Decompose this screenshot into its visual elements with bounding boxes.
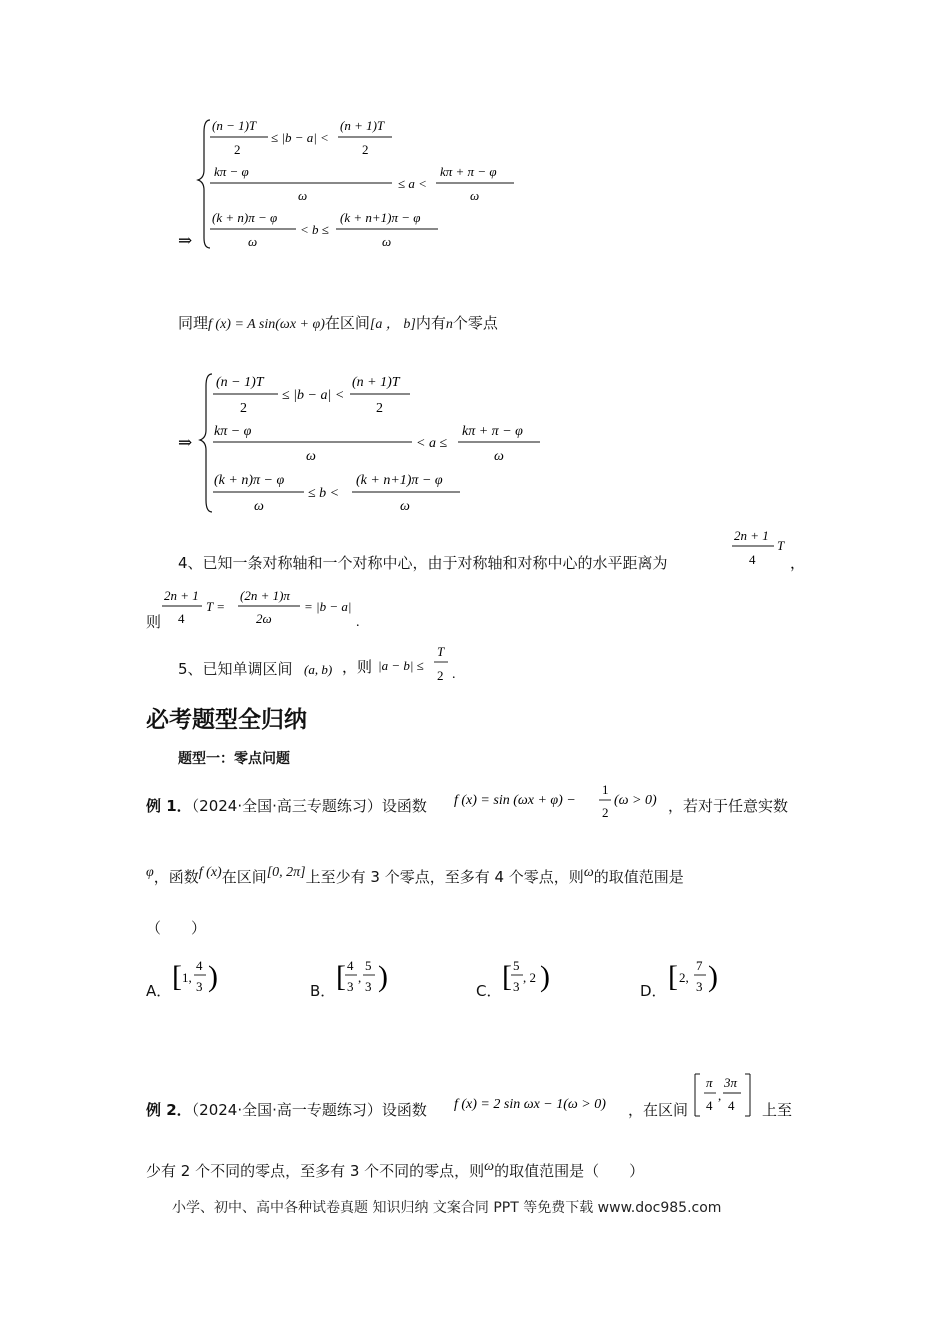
num1: 5 — [513, 958, 520, 973]
row3-lhs-den: ω — [248, 234, 258, 249]
eq-num2: (2n + 1)π — [240, 588, 290, 603]
example-1-func — [452, 780, 682, 822]
line2-b: 在区间 — [221, 868, 267, 886]
int-den1: 4 — [706, 1098, 713, 1113]
row1-lhs-den: 2 — [234, 142, 241, 157]
row1-lhs-num: (n − 1)T — [216, 375, 264, 390]
omega: ω — [583, 865, 594, 880]
row2-lhs-num: kπ − φ — [214, 164, 249, 179]
den: 3 — [696, 979, 703, 994]
system-1-svg — [170, 112, 530, 252]
item4-equation — [160, 582, 370, 630]
item4-then: 则 — [146, 613, 162, 631]
line2: 少有 2 个不同的零点，至多有 3 个不同的零点，则 — [146, 1162, 485, 1180]
similarly-mid: 在区间 — [324, 314, 370, 332]
option-a-math — [172, 956, 222, 1000]
left-brace — [200, 374, 212, 512]
eq-t: T = — [206, 599, 226, 614]
example-1-line2 — [146, 866, 684, 887]
num1: 4 — [347, 958, 354, 973]
similarly-interval: [a ， b] — [369, 317, 416, 332]
system-2-svg — [170, 368, 550, 518]
row3-rhs-num: (k + n+1)π − φ — [340, 210, 421, 225]
row3-rhs-den: ω — [400, 499, 410, 514]
example-1-line1 — [146, 795, 427, 816]
row1-rhs-den: 2 — [376, 401, 383, 416]
bracket-right: ) — [708, 960, 718, 993]
implies-symbol: ⇒ — [178, 231, 193, 250]
period: . — [356, 615, 360, 630]
comma: , — [358, 970, 362, 985]
example-1-label: 例 1． — [146, 797, 192, 815]
bracket-right: ) — [378, 960, 388, 993]
interval-0-2pi: [0, 2π] — [266, 865, 306, 880]
similarly-lead: 同理 — [178, 314, 209, 332]
option-letter: B． — [310, 982, 336, 1000]
row2-lhs-den: ω — [298, 188, 308, 203]
value-a: 2, — [679, 970, 689, 985]
row2-mid: ≤ a < — [398, 176, 427, 191]
value-a: , 2 — [523, 970, 536, 985]
bracket-right: ) — [208, 960, 218, 993]
example-1-tail: ，若对于任意实数 — [668, 797, 789, 815]
option-letter: C． — [476, 982, 502, 1000]
row1-lhs-den: 2 — [240, 401, 247, 416]
item5-text: 5、已知单调区间 — [178, 660, 293, 678]
comma: , — [718, 1088, 722, 1103]
bracket-left: [ — [336, 960, 346, 993]
row2-rhs-num: kπ + π − φ — [440, 164, 497, 179]
example-2-source: （2024·全国·高一专题练习）设函数 — [191, 1101, 427, 1119]
bracket-left: [ — [502, 960, 512, 993]
example-2-func — [452, 1090, 632, 1120]
item5-line — [178, 658, 293, 679]
option-letter: A． — [146, 982, 172, 1000]
example-2-interval — [692, 1070, 758, 1120]
item5-frac-num: T — [437, 644, 445, 659]
item5-interval: (a, b) — [304, 662, 333, 677]
row2-lhs-den: ω — [306, 449, 316, 464]
eq-tail: = |b − a| — [304, 599, 352, 614]
line2-c: 上至少有 3 个零点，至多有 4 个零点，则 — [305, 868, 584, 886]
row2-rhs-den: ω — [494, 449, 504, 464]
comma: ， — [790, 556, 806, 572]
den: 3 — [365, 979, 372, 994]
item4-text: 4、已知一条对称轴和一个对称中心，由于对称轴和对称中心的水平距离为 — [178, 554, 668, 572]
similarly-line — [178, 312, 498, 333]
option-d-math — [668, 956, 724, 1000]
line2-end: 的取值范围是（ ） — [494, 1162, 645, 1180]
func: f (x) = 2 sin ωx − 1(ω > 0) — [454, 1097, 606, 1112]
row2-rhs-num: kπ + π − φ — [462, 424, 523, 439]
row1-lhs-num: (n − 1)T — [212, 118, 257, 133]
frac-den: 4 — [749, 552, 756, 567]
half-den: 2 — [602, 805, 609, 820]
line2-a: ，函数 — [153, 868, 199, 886]
eq-den1: 4 — [178, 611, 185, 626]
section-subheading: 题型一：零点问题 — [178, 751, 290, 767]
left-brace — [198, 120, 210, 248]
item5-frac-den: 2 — [437, 668, 444, 683]
row3-rhs-den: ω — [382, 234, 392, 249]
frac-num: 2n + 1 — [734, 528, 769, 543]
row2-lhs-num: kπ − φ — [214, 424, 252, 439]
line2-d: 的取值范围是 — [593, 868, 684, 886]
int-den2: 4 — [728, 1098, 735, 1113]
implies-symbol: ⇒ — [178, 433, 193, 452]
section-heading: 必考题型全归纳 — [146, 707, 307, 733]
f-of-x: f (x) — [198, 865, 222, 880]
row1-rhs-num: (n + 1)T — [352, 375, 400, 390]
example-2-label: 例 2． — [146, 1101, 192, 1119]
num: 4 — [196, 958, 203, 973]
row3-mid: ≤ b < — [308, 486, 340, 501]
example-2-tail: 上至 — [762, 1101, 793, 1119]
omega: ω — [484, 1159, 495, 1174]
row3-mid: < b ≤ — [300, 222, 329, 237]
num: 5 — [365, 958, 372, 973]
similarly-n: n — [445, 317, 453, 332]
similarly-tail: 内有 — [415, 314, 446, 332]
row3-lhs-num: (k + n)π − φ — [214, 473, 285, 488]
bracket-left: [ — [668, 960, 678, 993]
num: 7 — [696, 958, 703, 973]
page-footer: 小学、初中、高中各种试卷真题 知识归纳 文案合同 PPT 等免费下载 www.doc985.com — [172, 1200, 722, 1216]
phi: φ — [146, 865, 154, 880]
option-letter: D． — [640, 982, 667, 1000]
cond: (ω > 0) — [614, 793, 657, 808]
den: 3 — [196, 979, 203, 994]
row1-rhs-num: (n + 1)T — [340, 118, 385, 133]
den1: 3 — [347, 979, 354, 994]
bracket-left: [ — [172, 960, 182, 993]
row3-lhs-num: (k + n)π − φ — [212, 210, 278, 225]
item5-period: . — [452, 667, 456, 682]
eq-den2: 2ω — [256, 611, 272, 626]
similarly-end: 个零点 — [452, 314, 498, 332]
example-1-source: （2024·全国·高三专题练习）设函数 — [191, 797, 427, 815]
row3-lhs-den: ω — [254, 499, 264, 514]
eq-num1: 2n + 1 — [164, 588, 199, 603]
row3-rhs-num: (k + n+1)π − φ — [356, 473, 443, 488]
example-1-paren: （ ） — [146, 919, 207, 937]
int-num1: π — [706, 1075, 713, 1090]
row1-mid: ≤ |b − a| < — [271, 130, 329, 145]
den1: 3 — [513, 979, 520, 994]
row2-mid: < a ≤ — [416, 436, 448, 451]
item4-distance-fraction — [730, 524, 806, 572]
similarly-func: f (x) = A sin(ωx + φ) — [208, 317, 325, 332]
example-2-line1 — [146, 1099, 427, 1120]
item5-math — [300, 640, 470, 686]
int-num2: 3π — [724, 1075, 738, 1090]
value-a: 1, — [182, 970, 192, 985]
example-2-line2 — [146, 1160, 644, 1181]
bracket-right: ) — [540, 960, 550, 993]
item5-mid: ，则 — [342, 660, 373, 676]
func: f (x) = sin (ωx + φ) − — [454, 793, 576, 808]
frac-tail: T — [777, 538, 785, 553]
option-c-math — [502, 956, 558, 1000]
row1-mid: ≤ |b − a| < — [282, 388, 345, 403]
half-num: 1 — [602, 782, 609, 797]
item5-ineq: |a − b| ≤ — [378, 658, 424, 673]
row1-rhs-den: 2 — [362, 142, 369, 157]
option-b-math — [336, 956, 392, 1000]
example-2-mid: ，在区间 — [628, 1101, 689, 1119]
row2-rhs-den: ω — [470, 188, 480, 203]
